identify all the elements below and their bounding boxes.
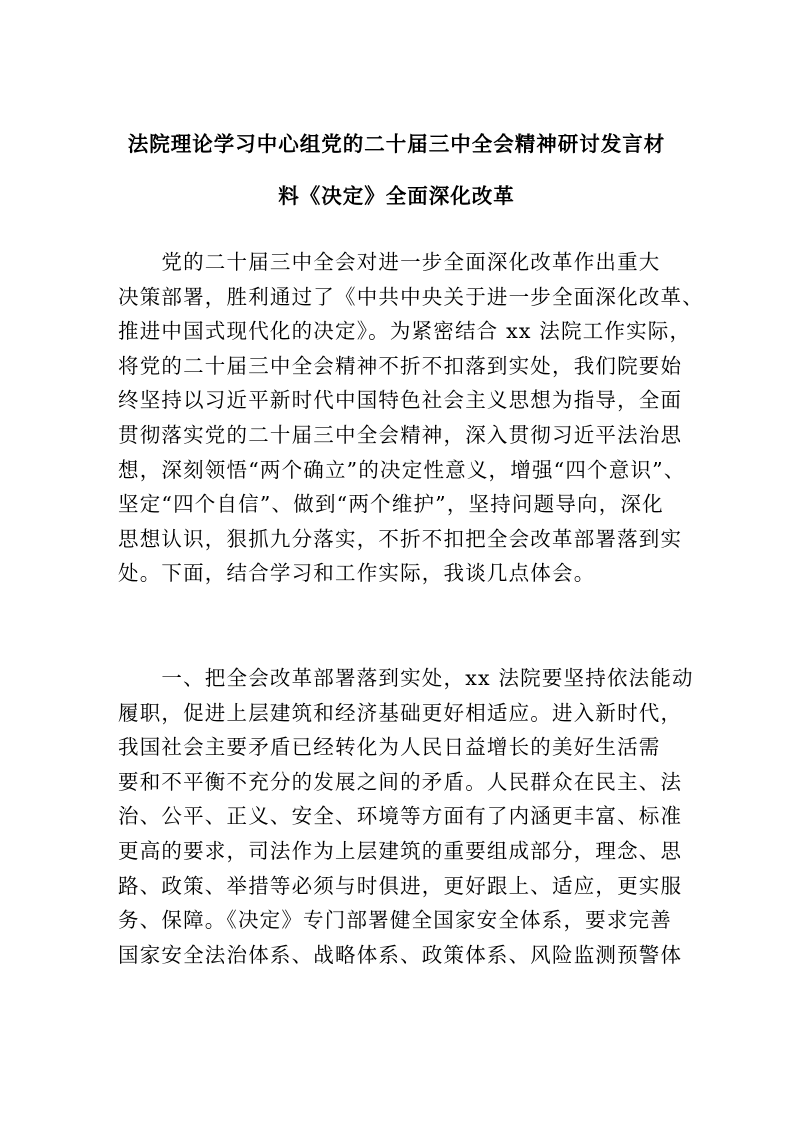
document-title-line-1: 法院理论学习中心组党的二十届三中全会精神研讨发言材: [127, 132, 666, 156]
paragraph-2: [118, 661, 694, 972]
paragraph-line: 一、把全会改革部署落到实处，xx 法院要坚持依法能动: [118, 666, 694, 690]
paragraph-line: 我国社会主要矛盾已经转化为人民日益增长的美好生活需: [118, 735, 661, 760]
paragraph-line: 思想认识，狠抓九分落实，不折不扣把全会改革部署落到实: [118, 526, 683, 551]
paragraph-line: 坚定“四个自信”、做到“两个维护”，坚持问题导向，深化: [118, 492, 664, 517]
document-title-line-2: 料《决定》全面深化改革: [278, 184, 515, 208]
paragraph-line: 处。下面，结合学习和工作实际，我谈几点体会。: [118, 561, 596, 586]
paragraph-line: 党的二十届三中全会对进一步全面深化改革作出重大: [118, 250, 661, 274]
paragraph-line: 路、政策、举措等必须与时俱进，更好跟上、适应，更实服: [118, 873, 683, 898]
paragraph-line: 国家安全法治体系、战略体系、政策体系、风险监测预警体: [118, 942, 683, 967]
paragraph-line: 要和不平衡不充分的发展之间的矛盾。人民群众在民主、法: [118, 769, 683, 794]
paragraph-line: 将党的二十届三中全会精神不折不扣落到实处，我们院要始: [118, 353, 683, 378]
paragraph-line: 决策部署，胜利通过了《中共中央关于进一步全面深化改革、: [118, 284, 704, 309]
paragraph-line: 贯彻落实党的二十届三中全会精神，深入贯彻习近平法治思: [118, 422, 683, 447]
paragraph-line: 想，深刻领悟“两个确立”的决定性意义，增强“四个意识”、: [118, 457, 686, 482]
paragraph-line: 终坚持以习近平新时代中国特色社会主义思想为指导，全面: [118, 388, 683, 413]
paragraph-1: [118, 245, 704, 591]
paragraph-line: 治、公平、正义、安全、环境等方面有了内涵更丰富、标准: [118, 804, 683, 829]
paragraph-line: 更高的要求，司法作为上层建筑的重要组成部分，理念、思: [118, 838, 683, 863]
paragraph-line: 推进中国式现代化的决定》。为紧密结合 xx 法院工作实际，: [118, 319, 692, 344]
paragraph-line: 务、保障。《决定》专门部署健全国家安全体系，要求完善: [118, 908, 672, 933]
paragraph-line: 履职，促进上层建筑和经济基础更好相适应。进入新时代，: [118, 700, 683, 725]
